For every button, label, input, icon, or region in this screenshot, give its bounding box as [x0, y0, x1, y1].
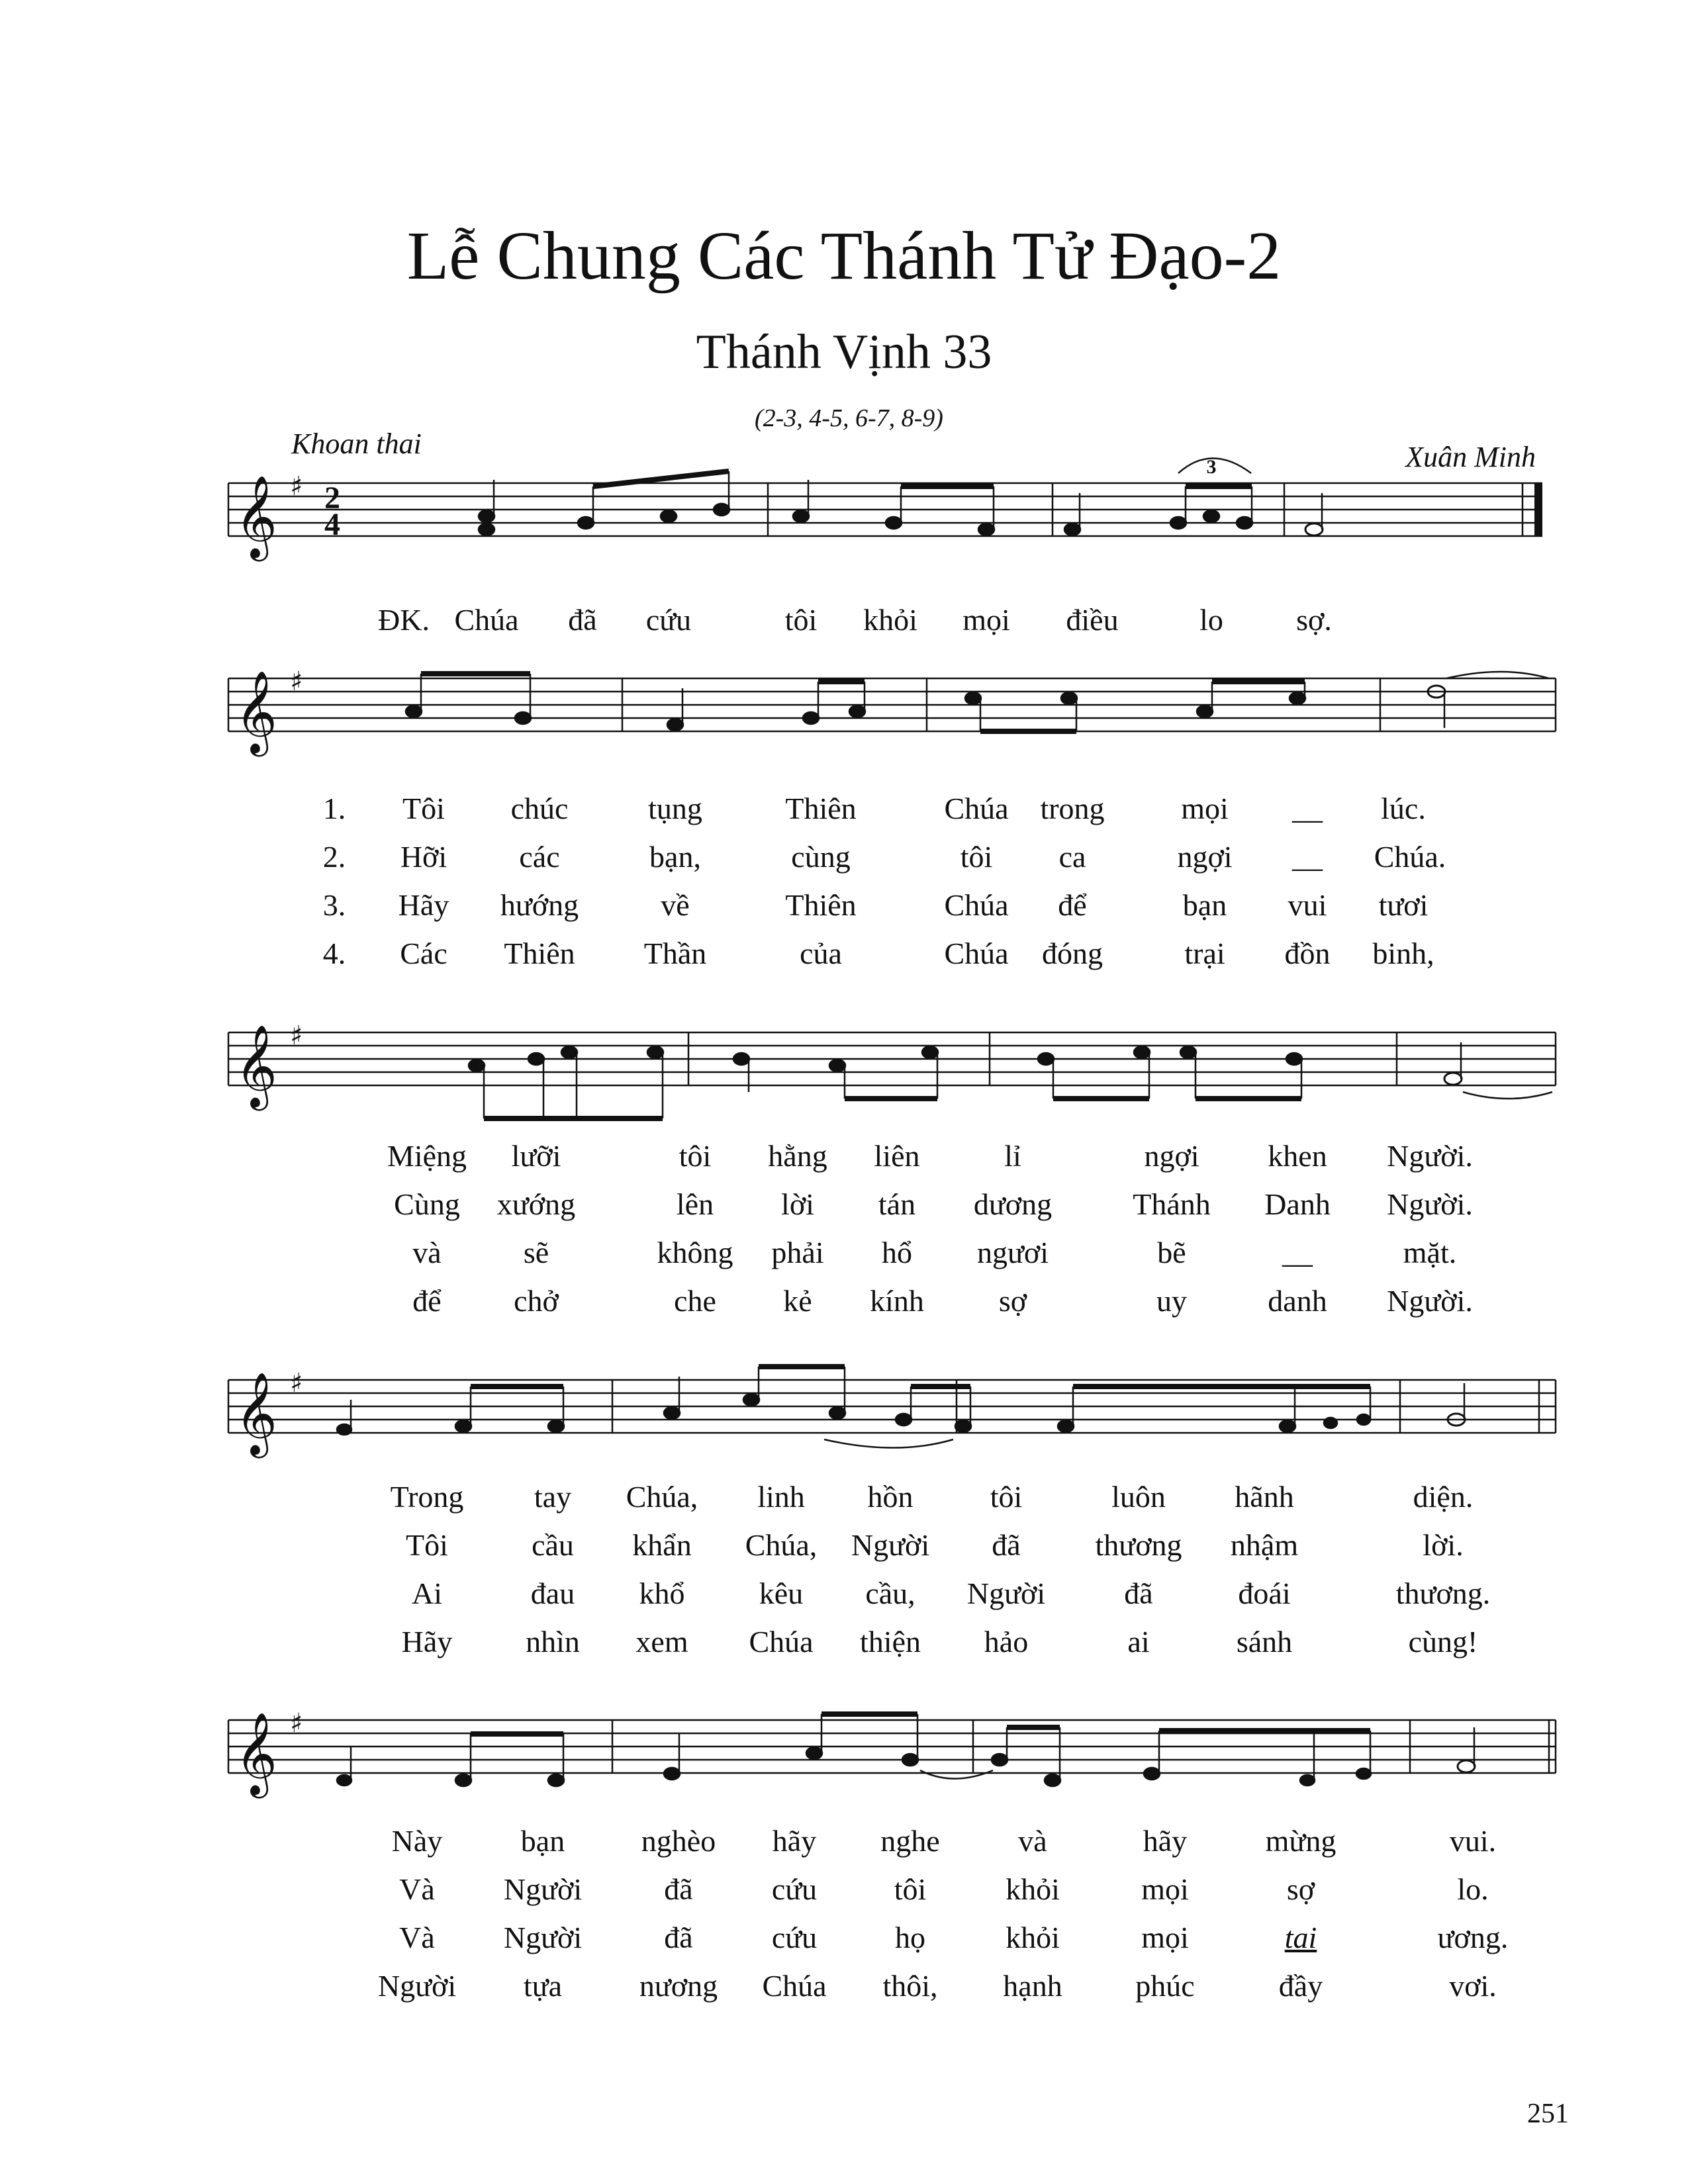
lyric-word: Các	[400, 936, 447, 970]
lyric-word: Người	[966, 1576, 1046, 1610]
lyric-word: hằng	[768, 1139, 827, 1173]
lyric-word: ca	[1058, 840, 1086, 874]
lyric-word: Chúa	[749, 1625, 814, 1659]
lyric-word: đoái	[1238, 1576, 1291, 1610]
lyric-word: __	[1282, 1236, 1313, 1269]
verse-number: 2.	[322, 840, 346, 874]
lyric-word: Người	[377, 1969, 457, 2003]
lyric-word: ngợi	[1144, 1139, 1199, 1173]
stanza-line	[0, 1624, 1688, 1664]
stanza-line	[0, 1968, 1688, 2008]
lyric-word: linh	[757, 1480, 805, 1514]
verse-number: 4.	[322, 936, 346, 970]
lyric-word: Người	[851, 1528, 930, 1562]
lyric-word: luôn	[1111, 1480, 1166, 1514]
lyric-word: cùng!	[1408, 1625, 1478, 1659]
refrain-lyrics	[0, 602, 1688, 642]
stanza-line	[0, 1138, 1688, 1178]
lyric-word: để	[1058, 888, 1087, 922]
lyric-word: đồn	[1284, 936, 1331, 970]
lyric-word: đã	[568, 603, 597, 637]
stanza-line	[0, 1187, 1688, 1226]
stanza-line	[0, 839, 1688, 879]
svg-text:♯: ♯	[290, 1021, 303, 1051]
lyric-word: bẽ	[1157, 1236, 1186, 1269]
lyric-word: và	[412, 1236, 442, 1269]
lyric-word: cứu	[771, 1872, 818, 1906]
svg-text:𝄞: 𝄞	[235, 1372, 277, 1455]
lyric-word: Người.	[1387, 1187, 1473, 1221]
lyric-word: mọi	[1141, 1872, 1189, 1906]
lyric-word: đã	[664, 1872, 693, 1906]
lyric-word: Người.	[1387, 1139, 1473, 1173]
staff-refrain	[228, 459, 1542, 537]
lyric-word: lời.	[1423, 1528, 1464, 1562]
lyric-word: Thiên	[785, 888, 857, 922]
svg-text:2: 2	[324, 480, 340, 516]
lyric-word: sánh	[1236, 1625, 1293, 1659]
lyric-word: vui.	[1449, 1824, 1497, 1858]
lyric-word: Danh	[1264, 1187, 1331, 1221]
lyric-word: phải	[771, 1236, 824, 1269]
lyric-word: Hãy	[398, 888, 449, 922]
svg-text:♯: ♯	[290, 1708, 303, 1739]
lyric-word: đầy	[1278, 1969, 1323, 2003]
lyric-word: khỏi	[1006, 1921, 1060, 1954]
lyric-word: ĐK.	[378, 603, 430, 637]
lyric-word: nghe	[880, 1824, 940, 1858]
lyric-word: ai	[1127, 1625, 1150, 1659]
lyric-word: kính	[870, 1284, 924, 1318]
lyric-word: hãnh	[1235, 1480, 1294, 1514]
lyric-word: ngươi	[976, 1236, 1049, 1269]
stanza-line	[0, 1527, 1688, 1567]
lyric-word: mặt.	[1403, 1236, 1457, 1269]
lyric-word: phúc	[1135, 1969, 1195, 2003]
lyric-word: sợ	[998, 1284, 1027, 1318]
lyric-word: không	[657, 1236, 733, 1269]
stanza-line	[0, 936, 1688, 976]
lyric-word: hạnh	[1003, 1969, 1062, 2003]
lyric-word: lúc.	[1381, 792, 1426, 825]
lyric-word: __	[1292, 792, 1323, 825]
lyric-word: Chúa	[944, 936, 1009, 970]
lyric-word: khỏi	[863, 603, 917, 637]
stanza-line	[0, 1823, 1688, 1863]
stanza-line	[0, 1235, 1688, 1275]
lyric-word: điều	[1066, 603, 1119, 637]
lyric-word: Thần	[643, 936, 707, 970]
lyric-word: đau	[530, 1576, 575, 1610]
lyric-word: nhậm	[1230, 1528, 1299, 1562]
lyric-word: che	[674, 1284, 716, 1318]
lyric-word: Chúa	[944, 888, 1009, 922]
lyric-word: thương.	[1395, 1576, 1491, 1610]
lyric-word: Này	[391, 1824, 443, 1858]
lyric-word: và	[1018, 1824, 1047, 1858]
lyric-word: kẻ	[783, 1284, 812, 1318]
lyric-word: lời	[781, 1187, 814, 1221]
lyric-word: Tôi	[406, 1528, 448, 1562]
lyric-word: tựa	[523, 1969, 563, 2003]
lyric-word: cầu	[532, 1528, 574, 1562]
lyric-word: đã	[992, 1528, 1021, 1562]
lyric-word: sợ.	[1296, 603, 1332, 637]
lyric-word: của	[800, 936, 842, 970]
verses-reference: (2-3, 4-5, 6-7, 8-9)	[755, 404, 943, 432]
stanza-line	[0, 887, 1688, 927]
lyric-word: khỏi	[1006, 1872, 1060, 1906]
lyric-word: Người	[503, 1872, 583, 1906]
verse-number: 3.	[322, 888, 346, 922]
lyric-word: sẽ	[523, 1236, 549, 1269]
stanza-line	[0, 1479, 1688, 1519]
lyric-word: Ai	[412, 1576, 442, 1610]
stanza-line	[0, 1576, 1688, 1615]
svg-text:♯: ♯	[290, 471, 303, 502]
triplet-mark: 3	[1206, 456, 1217, 478]
lyric-word: mọi	[962, 603, 1010, 637]
lyric-word: liên	[874, 1139, 920, 1173]
lyric-word: __	[1292, 840, 1323, 874]
lyric-word: lỉ	[1004, 1139, 1021, 1173]
lyric-word: tay	[534, 1480, 572, 1514]
lyric-word: cầu,	[865, 1576, 915, 1610]
lyric-word: xem	[635, 1625, 688, 1659]
lyric-word: khen	[1268, 1139, 1327, 1173]
lyric-word: hãy	[1143, 1824, 1188, 1858]
stanza-line	[0, 791, 1688, 831]
lyric-word: trại	[1184, 936, 1225, 970]
staff-stanza-3	[228, 1367, 1556, 1448]
composer-name: Xuân Minh	[1405, 441, 1536, 473]
lyric-word: cứu	[645, 603, 692, 637]
lyric-word: tôi	[990, 1480, 1023, 1514]
lyric-word: Người.	[1387, 1284, 1473, 1318]
lyric-word: sợ	[1286, 1872, 1315, 1906]
stanza-line	[0, 1872, 1688, 1911]
lyric-word: thôi,	[882, 1969, 938, 2003]
lyric-word: thương	[1095, 1528, 1182, 1562]
lyric-word: tụng	[648, 792, 702, 825]
staff-stanza-1	[228, 672, 1556, 731]
lyric-word: chúc	[510, 792, 569, 825]
lyric-word: Thiên	[504, 936, 575, 970]
svg-text:♯: ♯	[290, 666, 303, 697]
lyric-word: Chúa.	[1374, 840, 1446, 874]
svg-text:𝄞: 𝄞	[235, 1712, 277, 1795]
lyric-word: tán	[878, 1187, 916, 1221]
lyric-word: vơi.	[1449, 1969, 1497, 2003]
lyric-word: đóng	[1042, 936, 1103, 970]
lyric-word: hãy	[772, 1824, 817, 1858]
lyric-word: lưỡi	[511, 1139, 561, 1173]
lyric-word: vui	[1288, 888, 1327, 922]
lyric-word: Chúa	[454, 603, 519, 637]
lyric-word: hướng	[500, 888, 579, 922]
staff-stanza-4	[228, 1714, 1556, 1786]
svg-text:𝄞: 𝄞	[235, 670, 277, 753]
staff-stanza-2	[228, 1032, 1556, 1118]
lyric-word: Chúa	[944, 792, 1009, 825]
lyric-word: mừng	[1265, 1824, 1336, 1858]
lyric-word: bạn,	[649, 840, 701, 874]
svg-text:♯: ♯	[290, 1368, 303, 1398]
stanza-line	[0, 1920, 1688, 1960]
lyric-word: bạn	[520, 1824, 565, 1858]
lyric-word: Hãy	[401, 1625, 453, 1659]
lyric-word: ương.	[1437, 1921, 1509, 1954]
song-subtitle: Thánh Vịnh 33	[696, 325, 992, 379]
lyric-word: Người	[503, 1921, 583, 1954]
lyric-word: nhìn	[526, 1625, 580, 1659]
lyric-word: mọi	[1141, 1921, 1189, 1954]
lyric-word: tôi	[894, 1872, 927, 1906]
lyric-word: Cùng	[394, 1187, 460, 1221]
lyric-word: nghèo	[641, 1824, 716, 1858]
lyric-word: mọi	[1181, 792, 1229, 825]
svg-text:𝄞: 𝄞	[235, 1024, 277, 1107]
lyric-word: xướng	[496, 1187, 576, 1221]
lyric-word: Chúa,	[745, 1528, 818, 1562]
lyric-word: để	[412, 1284, 442, 1318]
song-title: Lễ Chung Các Thánh Tử Đạo-2	[406, 218, 1282, 294]
lyric-word: hồn	[867, 1480, 914, 1514]
lyric-word: hảo	[984, 1625, 1029, 1659]
lyric-word: Thiên	[785, 792, 857, 825]
lyric-word: tôi	[960, 840, 993, 874]
lyric-word: Thánh	[1133, 1187, 1211, 1221]
lyric-word: đã	[664, 1921, 693, 1954]
lyric-word: chở	[514, 1284, 559, 1318]
lyric-word: Tôi	[402, 792, 445, 825]
lyric-word: về	[661, 888, 690, 922]
time-signature	[324, 480, 340, 542]
lyric-word: khẩn	[632, 1528, 692, 1562]
lyric-word: kêu	[759, 1576, 804, 1610]
lyric-word: Miệng	[387, 1139, 467, 1173]
stanza-line	[0, 1283, 1688, 1323]
lyric-word: trong	[1040, 792, 1105, 825]
lyric-word: cùng	[791, 840, 851, 874]
lyric-word: tôi	[679, 1139, 712, 1173]
lyric-word: khổ	[639, 1576, 685, 1610]
lyric-word: danh	[1268, 1284, 1327, 1318]
svg-text:𝄞: 𝄞	[235, 475, 277, 558]
lyric-word: Và	[399, 1872, 435, 1906]
lyric-word: Trong	[390, 1480, 464, 1514]
svg-text:4: 4	[324, 507, 340, 542]
lyric-word: tươi	[1378, 888, 1429, 922]
lyric-word: nương	[639, 1969, 718, 2003]
lyric-word: tôi	[784, 603, 818, 637]
lyric-word: Chúa	[762, 1969, 827, 2003]
lyric-word: họ	[895, 1921, 925, 1954]
lyric-word: Hỡi	[400, 840, 447, 874]
lyric-word: lo.	[1457, 1872, 1489, 1906]
lyric-word: cứu	[771, 1921, 818, 1954]
lyric-word: các	[519, 840, 560, 874]
tempo-marking: Khoan thai	[291, 428, 422, 460]
verse-number: 1.	[322, 792, 346, 825]
lyric-word: Chúa,	[626, 1480, 698, 1514]
lyric-word: đã	[1124, 1576, 1153, 1610]
lyric-word: ngợi	[1177, 840, 1233, 874]
lyric-word: lo	[1199, 603, 1223, 637]
lyric-word: Và	[399, 1921, 435, 1954]
lyric-word: binh,	[1372, 936, 1434, 970]
lyric-word: hổ	[882, 1236, 912, 1269]
lyric-word: thiện	[860, 1625, 921, 1659]
lyric-word: diện.	[1413, 1480, 1474, 1514]
lyric-word: bạn	[1182, 888, 1227, 922]
lyric-word: lên	[676, 1187, 714, 1221]
lyric-word-underlined: tai	[1284, 1921, 1317, 1954]
lyric-word: uy	[1156, 1284, 1187, 1318]
page-number: 251	[1527, 2099, 1569, 2129]
lyric-word: dương	[973, 1187, 1053, 1221]
